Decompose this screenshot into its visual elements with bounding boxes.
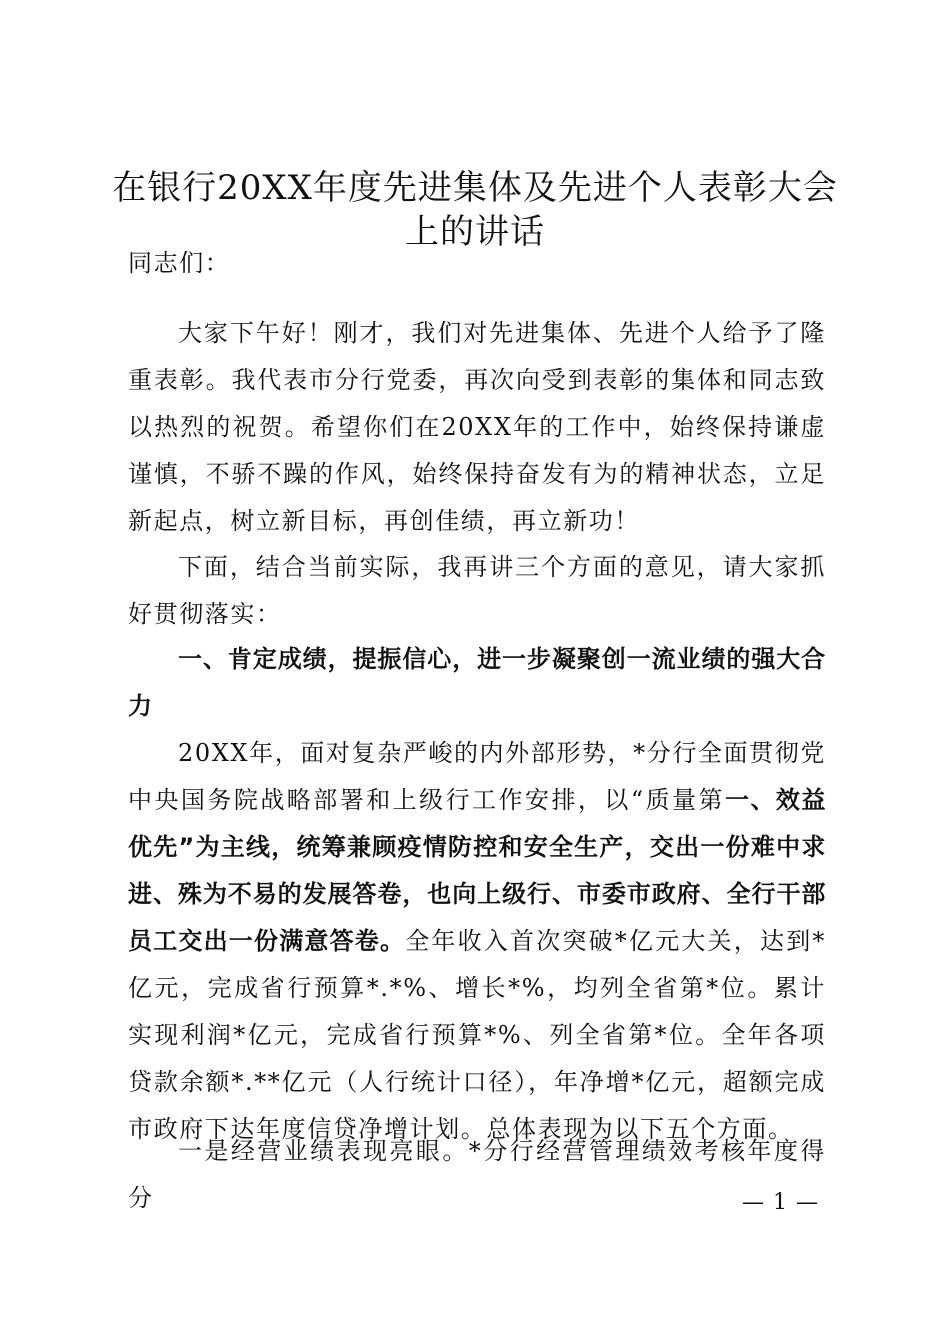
document-title: 在银行20XX年度先进集体及先进个人表彰大会上的讲话 — [112, 168, 838, 252]
paragraph-opening: 大家下午好！刚才，我们对先进集体、先进个人给予了隆重表彰。我代表市分行党委，再次向受到表彰的集体和同志致以热烈的祝贺。希望你们在20XX年的工作中，始终保持谦虚谨慎，不骄不躁的作风，始终保持奋发有为的精神状态，立足新起点，树立新目标，再创佳绩，再立新功！ — [128, 319, 826, 535]
paragraph-point-one: 一是经营业绩表现亮眼。*分行经营管理绩效考核年度得分 — [128, 1137, 826, 1212]
paragraph-achievements-bold: 一、效益优先”为主线，统筹兼顾疫情防控和安全生产，交出一份难中求进、殊为不易的发展答卷，也向上级行、市委市政府、全行干部员工交出一份满意答卷。 — [128, 786, 826, 955]
paragraph-achievements — [128, 730, 826, 1153]
page-number: — 1 — — [742, 1190, 819, 1215]
paragraph-intro-points: 下面，结合当前实际，我再讲三个方面的意见，请大家抓好贯彻落实： — [128, 553, 826, 628]
paragraph-achievements-part-a: 20XX年，面对复杂严峻的内外部形势，*分行全面贯彻党中央国务院战略部署和上级行工作安排，以“质量第 — [128, 739, 826, 814]
salutation: 同志们： — [128, 249, 231, 277]
paragraph-achievements-part-c: 全年收入首次突破*亿元大关，达到*亿元，完成省行预算*.*%、增长*%，均列全省第*位。累计实现利润*亿元，完成省行预算*%、列全省第*位。全年各项贷款余额*.**亿元（人行统计口径），年净增*亿元，超额完成市政府下达年度信贷净增计划。总体表现为以下五个方面。 — [128, 927, 826, 1143]
section-heading-1: 一、肯定成绩，提振信心，进一步凝聚创一流业绩的强大合力 — [128, 645, 826, 720]
